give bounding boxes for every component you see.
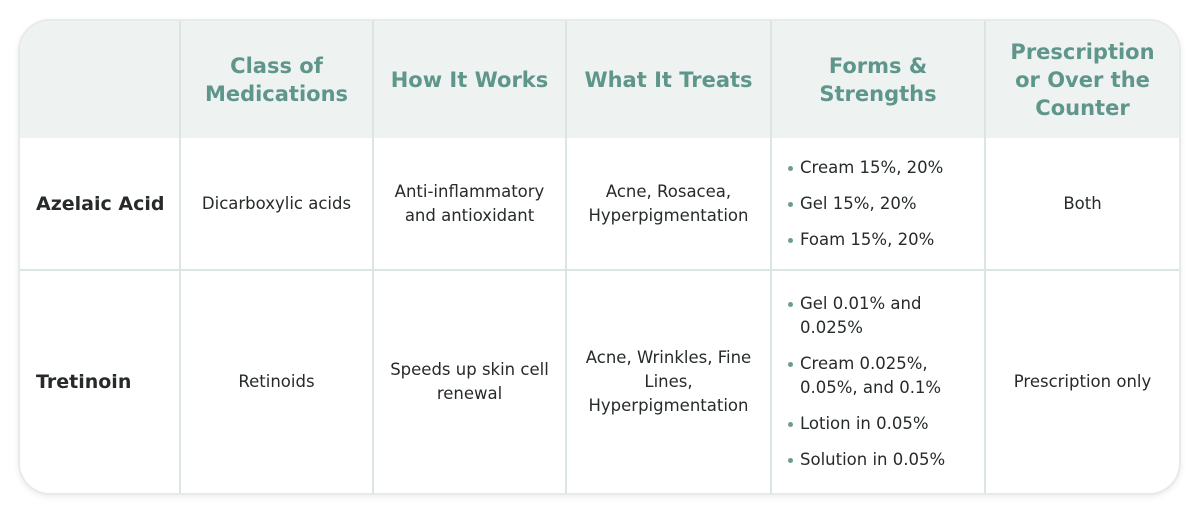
table-row bbox=[20, 270, 1179, 493]
what-it-treats: Acne, Rosacea, Hyperpigmentation bbox=[566, 138, 771, 270]
drug-name: Azelaic Acid bbox=[20, 138, 180, 270]
list-item: Solution in 0.05% bbox=[788, 448, 972, 472]
header-how-it-works: How It Works bbox=[373, 21, 566, 138]
medication-class: Dicarboxylic acids bbox=[180, 138, 373, 270]
header-corner-cell bbox=[20, 21, 180, 138]
availability: Prescription only bbox=[985, 270, 1179, 493]
list-item: Lotion in 0.05% bbox=[788, 412, 972, 436]
list-item: Gel 0.01% and 0.025% bbox=[788, 292, 972, 340]
header-forms-strengths: Forms & Strengths bbox=[771, 21, 985, 138]
medication-class: Retinoids bbox=[180, 270, 373, 493]
what-it-treats: Acne, Wrinkles, Fine Lines, Hyperpigmentation bbox=[566, 270, 771, 493]
medication-comparison-table bbox=[20, 21, 1179, 493]
list-item: Cream 15%, 20% bbox=[788, 156, 972, 180]
header-row bbox=[20, 21, 1179, 138]
forms-list bbox=[788, 156, 972, 252]
availability: Both bbox=[985, 138, 1179, 270]
header-what-it-treats: What It Treats bbox=[566, 21, 771, 138]
forms-list bbox=[788, 292, 972, 472]
list-item: Gel 15%, 20% bbox=[788, 192, 972, 216]
header-class: Class of Medications bbox=[180, 21, 373, 138]
how-it-works: Speeds up skin cell renewal bbox=[373, 270, 566, 493]
how-it-works: Anti-inflammatory and antioxidant bbox=[373, 138, 566, 270]
forms-strengths bbox=[771, 270, 985, 493]
table-row bbox=[20, 138, 1179, 270]
header-prescription: Prescription or Over the Counter bbox=[985, 21, 1179, 138]
drug-name: Tretinoin bbox=[20, 270, 180, 493]
medication-comparison-card bbox=[20, 21, 1179, 493]
forms-strengths bbox=[771, 138, 985, 270]
list-item: Foam 15%, 20% bbox=[788, 228, 972, 252]
list-item: Cream 0.025%, 0.05%, and 0.1% bbox=[788, 352, 972, 400]
